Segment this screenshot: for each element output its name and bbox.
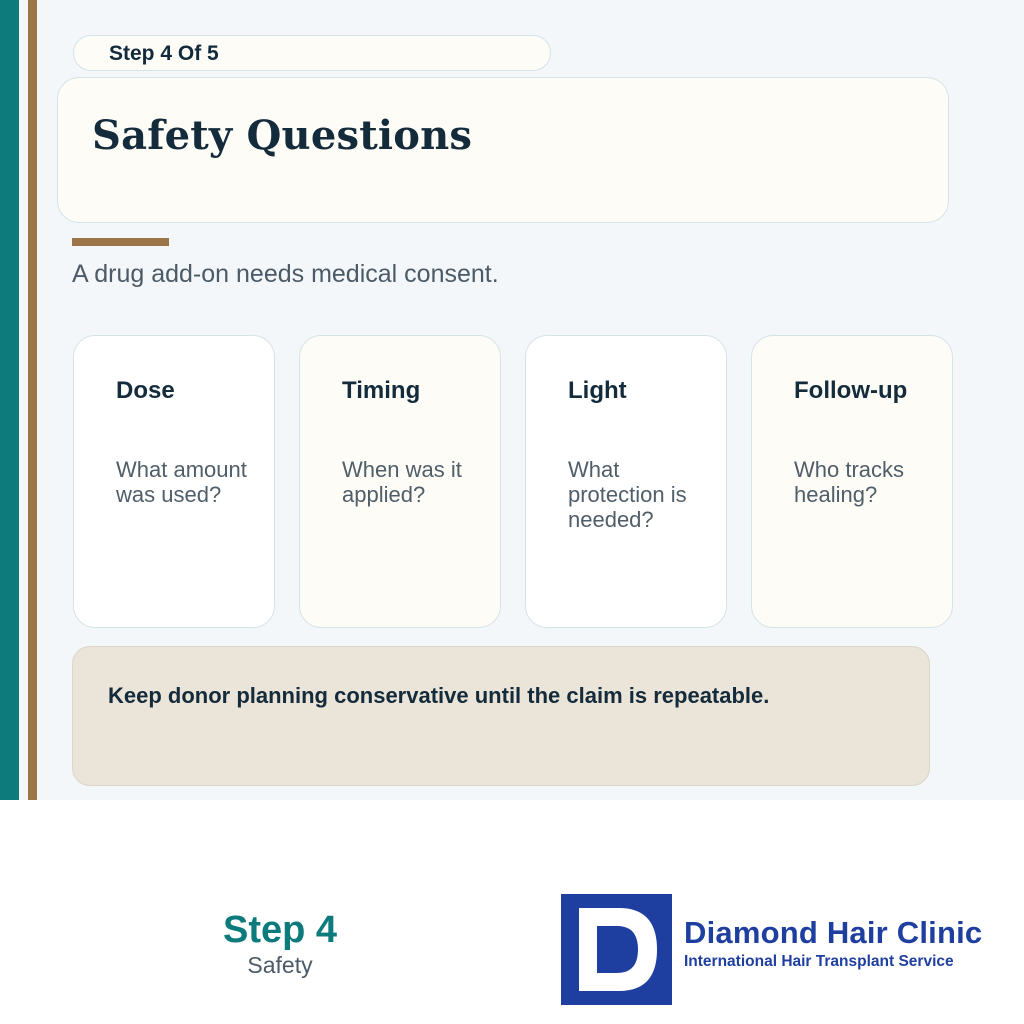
brand-logo (684, 914, 982, 972)
logo-d-icon (561, 894, 672, 1005)
logo-letter: D (561, 894, 562, 895)
note-text: Keep donor planning conservative until the claim is repeatable. (108, 683, 770, 708)
card-timing (299, 335, 501, 628)
card-title: Light (568, 377, 627, 404)
logo-d-mark (561, 894, 672, 1005)
teal-side-bar (0, 0, 19, 800)
note-box (72, 646, 930, 786)
page-title: Safety Questions (92, 112, 473, 159)
footer-step-name: Safety (247, 952, 313, 978)
footer-step-label: Step 4 (222, 909, 338, 951)
card-dose (73, 335, 275, 628)
card-title: Follow-up (794, 377, 908, 404)
card-body: What protection is needed? (568, 457, 687, 532)
footer-step (180, 908, 380, 978)
accent-rule (72, 238, 169, 246)
card-body: Who tracks healing? (794, 457, 905, 507)
card-title: Dose (116, 377, 175, 404)
step-indicator: Step 4 Of 5 (73, 35, 551, 71)
title-card (57, 77, 949, 223)
subtitle: A drug add-on needs medical consent. (72, 260, 499, 288)
card-light (525, 335, 727, 628)
brown-side-bar (28, 0, 37, 800)
card-title: Timing (342, 377, 421, 404)
card-body: What amount was used? (116, 457, 247, 507)
brand-name: Diamond Hair Clinic (684, 915, 983, 950)
card-follow-up (751, 335, 953, 628)
card-body: When was it applied? (342, 457, 462, 507)
brand-tagline: International Hair Transplant Service (684, 953, 954, 970)
